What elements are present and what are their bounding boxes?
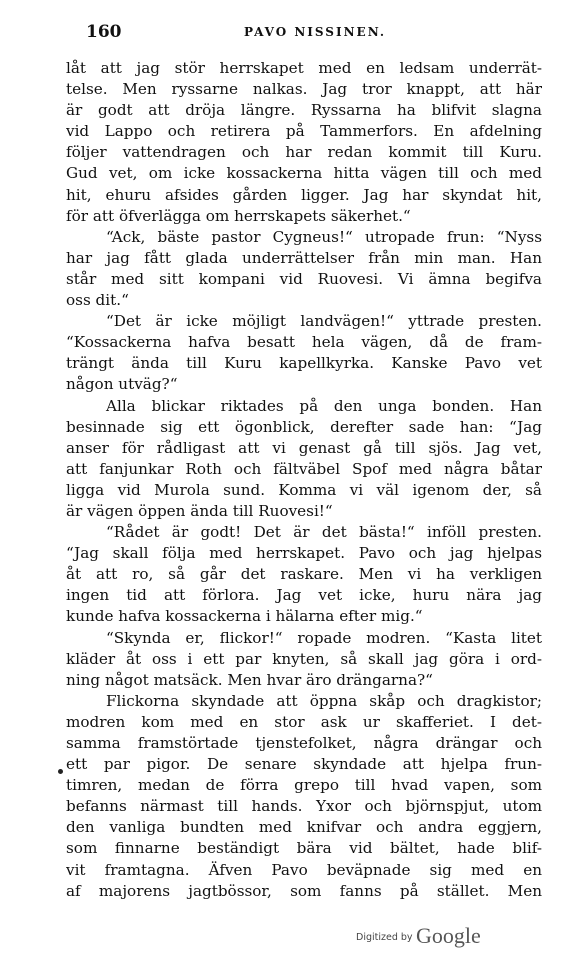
text-line: “Rådet är godt! Det är det bästa!“ inföll presten. [106,523,542,542]
text-line: hit, ehuru afsides gården ligger. Jag har skyndat hit, [66,185,542,204]
body-text [66,58,542,902]
text-line: trängt ända till Kuru kapellkyrka. Kanske Pavo vet [66,354,542,373]
text-line: ingen tid att förlora. Jag vet icke, huru nära jag [66,586,542,605]
text-line: telse. Men ryssarne nalkas. Jag tror knappt, att här [66,80,542,99]
text-line: kläder åt oss i ett par knyten, så skall jag göra i ord- [66,649,542,668]
google-logo: Google [416,923,481,948]
text-line: Alla blickar riktades på den unga bonden. Han [106,396,542,415]
text-line: ligga vid Murola sund. Komma vi väl igenom der, så [66,480,542,499]
running-head: PAVO NISSINEN. [244,25,387,39]
text-line: “Ack, bäste pastor Cygneus!“ utropade frun: “Nyss [106,227,542,246]
text-line: besinnade sig ett ögonblick, derefter sade han: “Jag [66,417,542,436]
text-line: vit framtagna. Äfven Pavo beväpnade sig med en [66,860,542,879]
text-line: “Skynda er, flickor!“ ropade modren. “Kasta litet [106,628,542,647]
text-line: modren kom med en stor ask ur skafferiet. I det- [66,712,542,731]
text-line: vid Lappo och retirera på Tammerfors. En afdelning [66,122,542,141]
text-line: för att öfverlägga om herrskapets säkerhet.“ [66,206,411,225]
text-line: åt att ro, så går det raskare. Men vi ha verkligen [66,565,542,584]
text-line: har jag fått glada underrättelser från min man. Han [66,248,542,267]
digitization-watermark [356,923,546,953]
digitized-by-label: Digitized by [356,932,413,943]
margin-dot [58,769,63,774]
text-line: ning något matsäck. Men hvar äro drängarna?“ [66,670,433,689]
text-line: ett par pigor. De senare skyndade att hjelpa frun- [66,755,542,774]
text-line: Gud vet, om icke kossackerna hitta vägen till och med [66,164,542,183]
page-header [66,22,542,44]
text-line: följer vattendragen och har redan kommit till Kuru. [66,143,542,162]
page-number: 160 [86,22,122,42]
text-line: oss dit.“ [66,291,129,310]
text-line: timren, medan de förra grepo till hvad vapen, som [66,776,542,795]
text-line: anser för rådligast att vi genast gå till sjös. Jag vet, [66,438,542,457]
text-line: står med sitt kompani vid Ruovesi. Vi ämna begifva [66,269,542,288]
text-line: är vägen öppen ända till Ruovesi!“ [66,501,333,520]
text-line: att fanjunkar Roth och fältväbel Spof med några båtar [66,459,542,478]
text-line: den vanliga bundten med knifvar och andra eggjern, [66,818,542,837]
text-line: befanns närmast till hands. Yxor och björnspjut, utom [66,797,542,816]
text-line: Flickorna skyndade att öppna skåp och dragkistor; [106,691,542,710]
text-line: samma framstörtade tjenstefolket, några drängar och [66,734,542,752]
text-line: “Det är icke möjligt landvägen!“ yttrade presten. [106,312,542,331]
text-line: någon utväg?“ [66,375,178,394]
text-line: kunde hafva kossackerna i hälarna efter mig.“ [66,607,423,626]
text-line: låt att jag stör herrskapet med en ledsam underrät- [66,59,542,77]
text-line: “Kossackerna hafva besatt hela vägen, då de fram- [66,333,542,352]
text-line: af majorens jagtbössor, som fanns på stället. Men [66,881,542,900]
text-line: som finnarne beständigt bära vid bältet, hade blif- [66,839,542,858]
text-line: “Jag skall följa med herrskapet. Pavo och jag hjelpas [66,544,542,563]
text-line: är godt att dröja längre. Ryssarna ha blifvit slagna [66,101,542,120]
